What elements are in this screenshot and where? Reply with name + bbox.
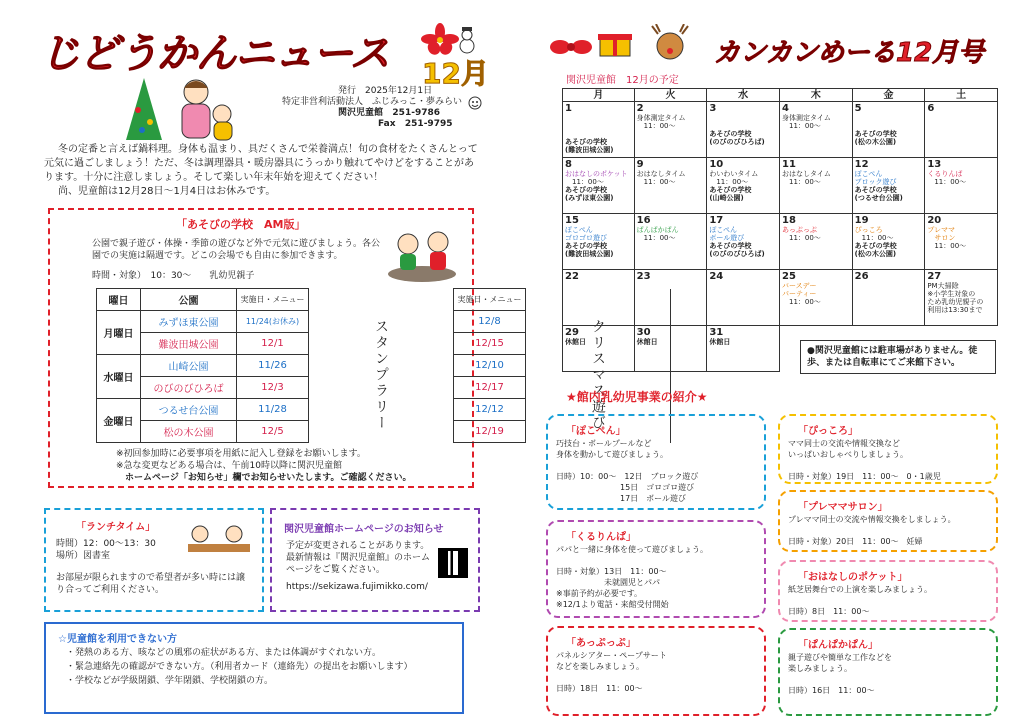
intro-paragraph-2: 尚、児童館は12月28日～1月4日はお休みです。 — [58, 186, 276, 197]
program-description — [788, 652, 988, 696]
homepage-url[interactable]: https://sekizawa.fujimikko.com/ — [286, 582, 428, 592]
calendar-event: ボール遊び — [709, 234, 745, 242]
program-title: 「ぽこぺん」 — [566, 426, 626, 437]
header-date1: 実施日・メニュー — [237, 289, 309, 311]
program-line: 日時）8日 11：00～ — [788, 607, 870, 616]
children-playing-illustration — [386, 226, 460, 282]
day-number: 13 — [927, 159, 942, 170]
calendar-event: あっぷっぷ — [781, 226, 817, 234]
day-number: 22 — [565, 271, 579, 282]
poinsettia-icon — [420, 22, 460, 56]
day-number: 15 — [565, 215, 579, 226]
program-line: ママ同士の交流や情報交換など — [788, 439, 900, 448]
calendar-event: ぽこぺん — [565, 226, 593, 234]
calendar-day — [780, 102, 853, 158]
calendar-event: おはなしのポケット — [565, 170, 628, 178]
program-line: などを楽しみましょう。 — [556, 662, 644, 671]
calendar-event: (松の木公園) — [854, 138, 897, 146]
snowman-icon — [456, 26, 478, 54]
calendar-event: ぽこぺん — [709, 226, 738, 234]
day-number: 23 — [636, 271, 651, 282]
calendar-event: おはなしタイム — [781, 170, 831, 178]
calendar-day — [925, 158, 998, 214]
program-title: 「プレママサロン」 — [798, 502, 888, 513]
calendar-note: ●関沢児童館には駐車場がありません。徒歩、または自転車にてご来館下さい。 — [800, 340, 996, 374]
issue-info — [282, 86, 462, 130]
issue-tel: 251-9786 — [392, 108, 440, 118]
program-title: 「ぱんぱかぱん」 — [798, 640, 878, 651]
calendar-day — [635, 102, 708, 158]
weekday-thu: 木 — [780, 88, 853, 102]
calendar-day — [780, 270, 853, 326]
calendar-day — [562, 158, 635, 214]
day-number: 3 — [709, 103, 717, 114]
date-nanbata-2: 12/15 — [454, 333, 526, 355]
calendar-event: 11：00～ — [636, 234, 676, 242]
schedule-label: 関沢児童館 12月の予定 — [566, 75, 679, 86]
program-line — [556, 460, 756, 471]
cannot-use-title: ☆児童館を利用できない方 — [58, 634, 177, 645]
gift-icon — [596, 28, 636, 58]
calendar-event — [855, 114, 923, 122]
menu-christmas: クリスマス遊び — [590, 319, 606, 431]
program-description — [556, 438, 756, 504]
qr-code-icon[interactable] — [438, 548, 468, 578]
play-note-2: ※急な変更などある場合は、午前10時以降に関沢児童館 — [116, 461, 342, 471]
calendar-event: サロン — [927, 234, 956, 242]
calendar-event: PM大掃除 — [927, 282, 959, 290]
park-tsuruse: つるせ台公園 — [141, 399, 237, 421]
issue-center: 関沢児童館 — [338, 108, 384, 118]
calendar-day — [635, 214, 708, 270]
park-matsunoki: 松の木公園 — [141, 421, 237, 443]
program-line: 巧技台・ボールプールなど — [556, 439, 652, 448]
day-number: 31 — [709, 327, 724, 338]
program-line: 15日 ゴロゴロ遊び — [556, 483, 695, 492]
date-nanbata-1: 12/1 — [237, 333, 309, 355]
day-number: 18 — [781, 215, 796, 226]
date-mizuho-1: 11/24(お休み) — [237, 311, 309, 333]
row-day-friday: 金曜日 — [97, 399, 141, 443]
day-number: 29 — [565, 327, 579, 338]
calendar-event: 身体測定タイム — [636, 114, 686, 122]
day-number: 5 — [854, 103, 862, 114]
header-park: 公園 — [141, 289, 237, 311]
weekday-mon: 月 — [562, 88, 635, 102]
calendar-event: 11：00～ — [636, 122, 676, 130]
program-line — [556, 672, 756, 683]
calendar-event: プレママ — [927, 226, 956, 234]
calendar-event: あそびの学校 — [709, 130, 752, 138]
lunch-place: 場所）図書室 — [56, 551, 111, 561]
date-mizuho-2: 12/8 — [454, 311, 526, 333]
date-nobinobi-2: 12/17 — [454, 377, 526, 399]
calendar-event: 休館日 — [565, 338, 586, 346]
row-day-wednesday: 水曜日 — [97, 355, 141, 399]
smiley-icon — [468, 96, 482, 110]
calendar-event: 11：00～ — [781, 298, 821, 306]
lunch-note: お部屋が限られますので希望者が多い時には譲り合ってご利用ください。 — [56, 573, 246, 595]
calendar-day — [853, 158, 926, 214]
calendar-event: (みずほ東公園) — [565, 194, 614, 202]
play-school-notes — [116, 448, 412, 484]
program-line: 日時・対象）20日 11：00～ 妊婦 — [788, 537, 923, 546]
date-yamazaki-2: 12/10 — [454, 355, 526, 377]
calendar-event: (難波田城公園) — [565, 146, 614, 154]
park-mizuho: みずほ東公園 — [141, 311, 237, 333]
header-day: 曜日 — [97, 289, 141, 311]
calendar-event: 休館日 — [709, 338, 731, 346]
row-day-monday: 月曜日 — [97, 311, 141, 355]
calendar — [562, 88, 998, 372]
calendar-day — [780, 158, 853, 214]
calendar-event: 利用は13:30まで — [927, 306, 983, 314]
calendar-event: (のびのびひろば) — [709, 138, 765, 146]
right-title: カンカンめーる12月号 — [714, 38, 985, 68]
program-line: ※事前予約が必要です。 — [556, 589, 643, 598]
calendar-day — [635, 326, 708, 372]
calendar-event: ブロック遊び — [854, 178, 897, 186]
issue-org: 特定非営利活動法人 ふじみっこ・夢みらい — [282, 97, 463, 107]
calendar-day — [707, 102, 780, 158]
program-line: いっぱいおしゃべりしましょう。 — [788, 450, 908, 459]
program-line: 日時）10：00～ 12日 ブロック遊び — [556, 472, 699, 481]
program-line: パパと一緒に身体を使って遊びましょう。 — [556, 545, 708, 554]
day-number: 19 — [854, 215, 869, 226]
calendar-event: 11：00～ — [927, 242, 967, 250]
weekday-sat: 土 — [925, 88, 998, 102]
calendar-event: くるりんぱ — [927, 170, 963, 178]
calendar-event: ぽこぺん — [854, 170, 883, 178]
date-tsuruse-1: 11/28 — [237, 399, 309, 421]
day-number: 4 — [781, 103, 789, 114]
program-line: 日時・対象）13日 11：00～ — [556, 567, 667, 576]
calendar-event — [855, 122, 923, 130]
day-number: 26 — [854, 271, 869, 282]
calendar-day — [780, 214, 853, 270]
day-number: 27 — [927, 271, 942, 282]
date-yamazaki-1: 11/26 — [237, 355, 309, 377]
calendar-event — [565, 114, 632, 122]
intro-text — [44, 143, 480, 199]
program-line: 親子遊びや簡単な工作などを — [788, 653, 892, 662]
calendar-day — [925, 214, 998, 270]
play-note-3: ホームページ「お知らせ」欄でお知らせいたします。ご確認ください。 — [116, 473, 412, 483]
program-description — [788, 584, 988, 617]
section-title: ★館内乳幼児事業の紹介★ — [566, 390, 708, 404]
calendar-day — [562, 326, 635, 372]
calendar-event: あそびの学校 — [709, 186, 752, 194]
day-number: 20 — [927, 215, 942, 226]
children-eating-illustration — [186, 522, 252, 556]
day-number: 8 — [565, 159, 572, 170]
program-title: 「おはなしのポケット」 — [798, 572, 908, 583]
program-line: 17日 ボール遊び — [556, 494, 687, 503]
calendar-event: 11：00～ — [854, 234, 894, 242]
play-note-1: ※初回参加時に必要事項を用紙に記入し登録をお願いします。 — [116, 449, 366, 459]
homepage-text: 予定が変更されることがあります。最新情報は『関沢児童館』のホームページをご覧ください。 — [286, 541, 431, 575]
program-line: 未就園児とパパ — [556, 578, 660, 587]
calendar-day — [707, 270, 780, 326]
calendar-event: あそびの学校 — [854, 186, 897, 194]
day-number: 16 — [636, 215, 651, 226]
day-number: 11 — [781, 159, 796, 170]
weekday-wed: 水 — [707, 88, 780, 102]
calendar-grid — [562, 102, 998, 372]
program-line — [788, 674, 988, 685]
calendar-day — [707, 326, 780, 372]
calendar-event: あそびの学校 — [565, 186, 607, 194]
program-line: 身体を動かして遊びましょう。 — [556, 450, 668, 459]
month-badge: 12月 — [422, 57, 489, 90]
date-nobinobi-1: 12/3 — [237, 377, 309, 399]
header-date2: 実施日・メニュー — [454, 289, 526, 311]
calendar-event — [709, 114, 777, 122]
program-line: 楽しみましょう。 — [788, 664, 852, 673]
calendar-event: 休館日 — [636, 338, 658, 346]
program-line — [788, 595, 988, 606]
calendar-event: バースデー — [781, 282, 817, 290]
date-matsunoki-2: 12/19 — [454, 421, 526, 443]
park-nobinobi: のびのびひろば — [141, 377, 237, 399]
calendar-event: ため乳幼児親子の — [927, 298, 984, 306]
reindeer-mascot-icon — [646, 24, 694, 64]
lunch-info — [56, 538, 156, 562]
bow-icon — [548, 36, 594, 58]
calendar-header — [562, 88, 998, 102]
program-line: 日時・対象）19日 11：00～ 0・1歳児 — [788, 472, 941, 481]
calendar-day — [925, 270, 998, 326]
calendar-day — [562, 270, 635, 326]
program-title: 「くるりんぱ」 — [566, 532, 636, 543]
calendar-event: ぴっころ — [854, 226, 883, 234]
program-title: 「ぴっころ」 — [798, 426, 858, 437]
lunch-title: 「ランチタイム」 — [76, 522, 156, 533]
cannot-item: ・緊急連絡先の確認ができない方。（利用者カード（連絡先）の提出をお願いします） — [66, 662, 413, 672]
calendar-event: 身体測定タイム — [781, 114, 831, 122]
calendar-day — [562, 214, 635, 270]
day-number: 17 — [709, 215, 724, 226]
calendar-day — [707, 214, 780, 270]
day-number: 9 — [636, 159, 644, 170]
calendar-event: ぱんぱかぱん — [636, 226, 679, 234]
calendar-event: あそびの学校 — [709, 242, 752, 250]
day-number: 30 — [636, 327, 651, 338]
program-line: 紙芝居舞台での上演を楽しみましょう。 — [788, 585, 932, 594]
calendar-day — [635, 158, 708, 214]
calendar-event: (山崎公園) — [709, 194, 744, 202]
mother-child-christmas-tree-illustration — [124, 70, 244, 146]
calendar-day — [635, 270, 708, 326]
park-nanbata: 難波田城公園 — [141, 333, 237, 355]
calendar-day — [707, 158, 780, 214]
program-line: パネルシアター・ペープサート — [556, 651, 667, 660]
calendar-day — [925, 102, 998, 158]
calendar-event: (のびのびひろば) — [709, 250, 765, 258]
program-line: 日時）18日 11：00～ — [556, 684, 643, 693]
calendar-day — [853, 102, 926, 158]
weekday-fri: 金 — [853, 88, 926, 102]
calendar-event: 11：00～ — [565, 178, 604, 186]
cannot-item: ・発熱のある方、咳などの風邪の症状がある方、または体調がすぐれない方。 — [66, 648, 382, 658]
menu-stamp-rally: スタンプラリー — [373, 319, 389, 431]
weekday-tue: 火 — [635, 88, 708, 102]
newsletter-title: じどうかんニュース — [40, 30, 389, 77]
calendar-event: (松の木公園) — [854, 250, 897, 258]
calendar-event: あそびの学校 — [854, 242, 897, 250]
calendar-event: 11：00～ — [927, 178, 967, 186]
park-yamazaki: 山崎公園 — [141, 355, 237, 377]
play-school-time: 時間・対象） 10：30～ 乳幼児親子 — [92, 271, 255, 281]
calendar-day — [562, 102, 635, 158]
calendar-event: (つるせ台公園) — [854, 194, 903, 202]
program-line: プレママ同士の交流や情報交換をしましょう。 — [788, 515, 956, 524]
homepage-title: 関沢児童館ホームページのお知らせ — [284, 524, 444, 535]
calendar-event — [565, 130, 632, 138]
calendar-event: 11：00～ — [636, 178, 676, 186]
calendar-day — [853, 270, 926, 326]
date-matsunoki-1: 12/5 — [237, 421, 309, 443]
calendar-event: パーティー — [781, 290, 817, 298]
issue-fax: 251-9795 — [404, 119, 453, 129]
day-number: 10 — [709, 159, 724, 170]
play-school-description: 公園で親子遊び・体操・季節の遊びなど外で元気に遊びましょう。各公園での実施は隔週です。どこの会場でも自由に参加できます。 — [92, 239, 381, 261]
cannot-item: ・学校などが学級閉鎖、学年閉鎖、学校閉鎖の方。 — [66, 676, 274, 686]
day-number: 12 — [854, 159, 869, 170]
day-number: 2 — [636, 103, 644, 114]
calendar-event: 11：00～ — [709, 178, 749, 186]
play-school-title: 「あそびの学校 AM版」 — [176, 218, 306, 231]
calendar-event: ゴロゴロ遊び — [565, 234, 607, 242]
program-description — [556, 650, 756, 694]
calendar-event: 11：00～ — [781, 178, 821, 186]
issue-date: 発行 2025年12月1日 — [338, 86, 433, 96]
calendar-event: わいわいタイム — [709, 170, 759, 178]
lunch-time: 時間）12：00～13：30 — [56, 539, 156, 549]
program-line: ※12/1より電話・来館受付開始 — [556, 600, 669, 609]
date-tsuruse-2: 12/12 — [454, 399, 526, 421]
program-line: 日時）16日 11：00～ — [788, 686, 875, 695]
day-number: 1 — [565, 103, 572, 114]
calendar-day — [853, 214, 926, 270]
calendar-event: おはなしタイム — [636, 170, 686, 178]
day-number: 24 — [709, 271, 724, 282]
issue-fax-label: Fax — [378, 119, 396, 129]
calendar-event: 11：00～ — [781, 122, 821, 130]
program-description — [556, 544, 756, 610]
day-number: 25 — [781, 271, 796, 282]
program-line — [788, 460, 988, 471]
calendar-event: あそびの学校 — [565, 242, 607, 250]
program-title: 「あっぷっぷ」 — [566, 638, 636, 649]
program-description — [788, 438, 988, 482]
calendar-event: あそびの学校 — [854, 130, 897, 138]
calendar-event: ※小学生対象の — [927, 290, 976, 298]
program-line — [788, 525, 988, 536]
calendar-event: あそびの学校 — [565, 138, 607, 146]
calendar-event — [709, 122, 777, 130]
calendar-event — [565, 122, 632, 130]
cannot-use-list — [66, 646, 413, 688]
calendar-event: (難波田城公園) — [565, 250, 614, 258]
intro-paragraph-1: 冬の定番と言えば鍋料理。身体も温まり、具だくさんで栄養満点！旬の食材をたくさんとって元気に過ごしましょう！ただ、冬は調理器具・暖房器具にうっかり触れてやけどをすることがあります。十分に注意しましょう。そして楽しい年末年始を迎えてください！ — [44, 144, 478, 183]
program-description — [788, 514, 988, 547]
calendar-event: 11：00～ — [781, 234, 821, 242]
program-line — [556, 555, 756, 566]
day-number: 6 — [927, 103, 935, 114]
